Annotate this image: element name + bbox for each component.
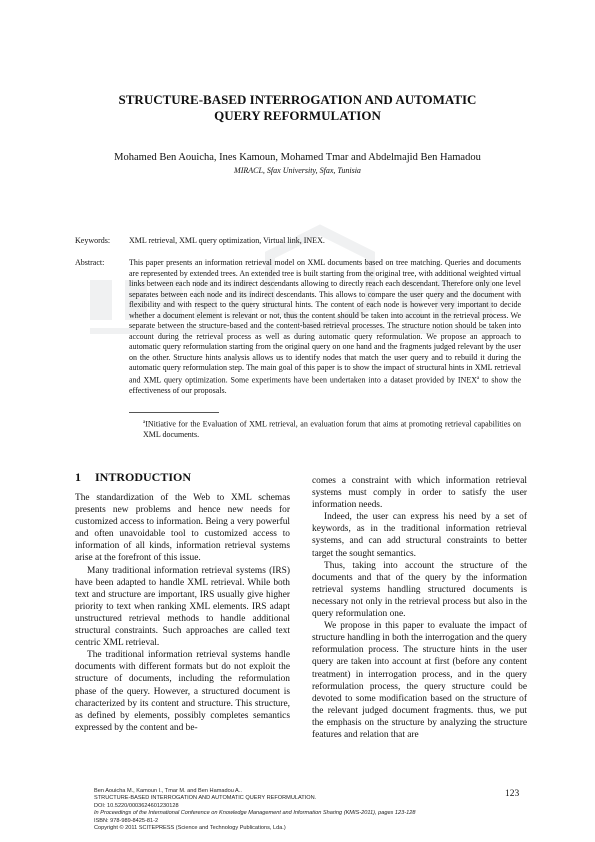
footer-line: In Proceedings of the International Conference on Knowledge Management and Information Sharing (KMIS-2011), pages 123-128 (94, 810, 416, 817)
section-title: INTRODUCTION (95, 470, 192, 484)
footer-line: DOI: 10.5220/0003624601230128 (94, 802, 179, 809)
abstract-footnote-mark: a (476, 375, 480, 381)
footer-line: ISBN: 978-989-8425-81-2 (94, 817, 159, 824)
paragraph: Many traditional information retrieval systems (IRS) have been adapted to handle XML retrieval. While both text and structure are important, IRS usually give higher priority to text when ranking XML elements. IRS adapt unstructured retrieval methods to handle additional structural constraints. Such approaches are called text centric XML retrieval. (75, 565, 290, 649)
abstract-label: Abstract: (75, 258, 105, 267)
keywords-text: XML retrieval, XML query optimization, Virtual link, INEX. (129, 236, 325, 245)
footnote-rule (129, 412, 219, 413)
citation-footer (94, 788, 415, 832)
title-line-2: QUERY REFORMULATION (214, 108, 381, 123)
footnote (143, 418, 521, 441)
paragraph: We propose in this paper to evaluate the impact of structure handling in both the interrogation and the query reformulation process. The structure hints in the user query are taken into account at first (before any content treatment) in interrogation process, and in the query reformulation process, the query structure could be devoted to some modification based on the structure of the relevant judged document fragments. thus, we put the emphasis on the structure by analyzing the structure features and relation that are (312, 621, 527, 740)
paragraph: Thus, taking into account the structure of the documents and that of the query by the information retrieval systems handling structured documents is necessary not only in the retrieval process but also in the query reformulation one. (312, 560, 527, 620)
paragraph: The standardization of the Web to XML schemas presents new problems and hence new needs for customized access to information. Being a very powerful and often unavoidable tool to customized access to information of all kinds, information retrieval systems arise at the forefront of this issue. (75, 493, 290, 564)
paper-title (60, 92, 535, 124)
right-column (312, 475, 527, 741)
authors: Mohamed Ben Aouicha, Ines Kamoun, Mohamed Tmar and Abdelmajid Ben Hamadou (114, 152, 481, 163)
paragraph: The traditional information retrieval systems handle documents with different formats but do not exploit the structure of documents, including the reformulation phase of the query. However, a structured document is characterized by its content and structure. This structure, as defined by elements, possibly completes semantics expressed by the content and be- (75, 650, 290, 733)
page-number: 123 (505, 789, 520, 799)
section-heading (75, 470, 191, 485)
abstract-body: This paper presents an information retrieval model on XML documents based on tree matching. Queries and documents are represented by extended trees. An extended tree is built starting from the original tree, with additional weighted virtual links between each node and its indirect descendants allowing to directly reach each descendant. Therefore only one level separates between each node and its indirect descendants. This allows to compare the user query and the document with flexibility and with respect to the query structural hints. The content of each node is however very important to decide whether a document element is relevant or not, thus the content should be taken into account in the retrieval process. We separate between the structure-based and the content-based retrieval processes. The structure notion should be taken into account during the retrieval process as well as during automatic query reformulation. We propose an approach to automatic query reformulation starting from the original query on one hand and the fragments judged relevant by the user on the other. Structure hints analysis allows us to identify nodes that match the user query and to rebuild it during the automatic query reformulation step. The main goal of this paper is to show the impact of structural hints in XML retrieval and XML query optimization. Some experiments have been undertaken into a dataset provided by INEX (129, 258, 521, 385)
keywords-label: Keywords: (75, 236, 111, 245)
paragraph: comes a constraint with which information retrieval systems must comply in order to satisfy the user information needs. (312, 476, 527, 511)
paragraph: Indeed, the user can express his need by a set of keywords, as in the traditional information retrieval systems, and can add structural constraints to better target the sought semantics. (312, 512, 527, 559)
footer-line: STRUCTURE-BASED INTERROGATION AND AUTOMATIC QUERY REFORMULATION. (94, 795, 317, 802)
abstract-text (129, 258, 521, 396)
section-number: 1 (75, 470, 81, 484)
footer-line: Copyright © 2011 SCITEPRESS (Science and Technology Publications, Lda.) (94, 825, 286, 832)
footer-line: Ben Aouicha M., Kamoun I., Tmar M. and Ben Hamadou A.. (94, 788, 242, 794)
affiliation: MIRACL, Sfax University, Sfax, Tunisia (234, 166, 361, 175)
abstract-tail: to show the effectiveness of our proposals. (129, 375, 521, 395)
title-line-1: STRUCTURE-BASED INTERROGATION AND AUTOMATIC (118, 92, 477, 107)
left-column (75, 492, 290, 734)
footnote-text: INitiative for the Evaluation of XML retrieval, an evaluation forum that aims at promoting retrieval capabilities on XML documents. (143, 419, 521, 440)
footnote-mark: a (143, 420, 146, 425)
